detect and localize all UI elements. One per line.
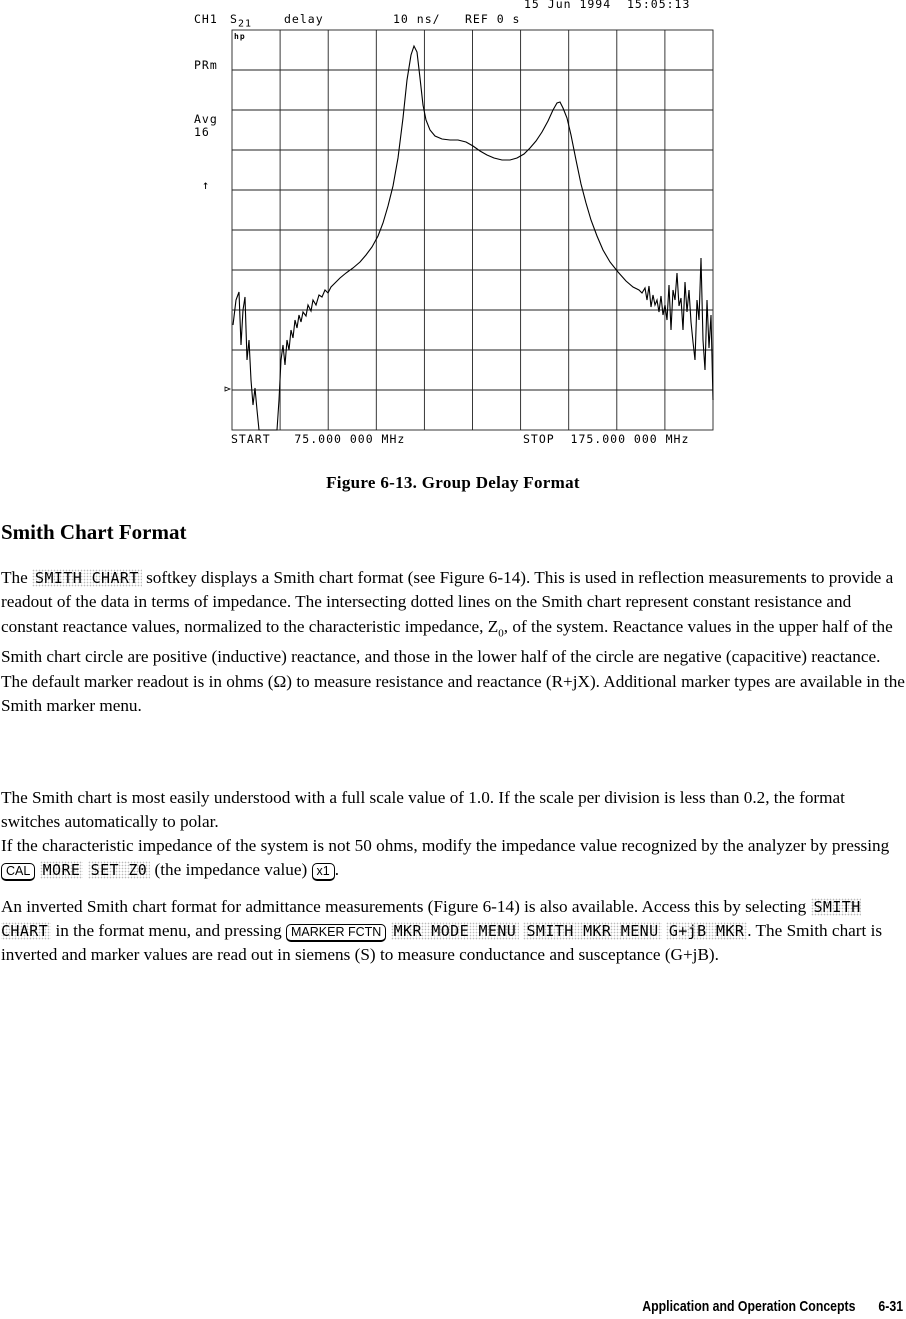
start-frequency: START 75.000 000 MHz — [231, 432, 406, 446]
gjb-mkr-softkey: G+jB MKR — [666, 922, 747, 940]
format-label: delay — [284, 12, 324, 26]
group-delay-display — [190, 0, 720, 450]
datetime: 15 Jun 1994 15:05:13 — [524, 0, 691, 11]
delay-trace — [233, 46, 713, 430]
stop-frequency: STOP 175.000 000 MHz — [523, 432, 690, 446]
group-delay-graticule — [190, 0, 720, 450]
set-z0-softkey: SET Z0 — [88, 861, 151, 879]
smith-chart-softkey: SMITH CHART — [1, 898, 861, 940]
smith-chart-softkey: SMITH CHART — [32, 569, 142, 587]
scale-per-division: 10 ns/ — [393, 12, 441, 26]
section-heading: Smith Chart Format — [1, 520, 187, 544]
figure-caption: Figure 6-13. Group Delay Format — [326, 473, 580, 492]
footer-section: Application and Operation Concepts — [642, 1298, 856, 1315]
mkr-mode-menu-softkey: MKR MODE MENU — [391, 922, 520, 940]
hp-logo: hp — [234, 32, 246, 41]
page-number: 6-31 — [878, 1298, 903, 1315]
s-parameter: $S_{21}$ — [230, 12, 252, 30]
more-softkey: MORE — [40, 861, 84, 879]
paragraph-inverted-smith: An inverted Smith chart format for admittance measurements (Figure 6-14) is also available. Access this by selecting SMITH CHART in the format menu, and pressing MARKER FCTN MKR MODE MENU SMITH MKR MENU G+jB MKR . The Smith chart is inverted and marker values are read out in siemens (S) to measure conductance and susceptance (G+jB). — [1, 897, 883, 964]
x1-key: x1 — [312, 863, 335, 881]
paragraph-full-scale: The Smith chart is most easily understood with a full scale value of 1.0. If the scale per division is less than 0.2, the format switches automatically to polar. — [1, 788, 845, 832]
paragraph-impedance: If the characteristic impedance of the system is not 50 ohms, modify the impedance value recognized by the analyzer by pressing CAL MORE SET Z0 (the impedance value) x1 . — [1, 836, 890, 879]
reference-value: REF 0 s — [465, 12, 521, 26]
paragraph-smith-chart: The SMITH CHART softkey displays a Smith chart format (see Figure 6-14). This is used in reflection measurements to provide a readout of the data in terms of impedance. The intersecting dotted lines on the Smith chart represent constant resistance and constant reactance values, normalized to the characteristic impedance, $Z_0$, of the system. Reactance values in the upper half of the Smith chart circle are positive (inductive) reactance, and those in the lower half of the circle are negative (capacitive) reactance. The default marker readout is in ohms (Ω) to measure resistance and reactance (R+jX). Additional marker types are available in the Smith marker menu. — [1, 568, 905, 715]
averaging-factor: 16 — [194, 125, 210, 139]
reference-position-marker — [225, 387, 230, 391]
smith-mkr-menu-softkey: SMITH MKR MENU — [523, 922, 661, 940]
prm-indicator: PRm — [194, 58, 218, 72]
marker-fctn-key: MARKER FCTN — [286, 924, 386, 942]
cal-key: CAL — [1, 863, 35, 881]
channel-label: CH1 — [194, 12, 218, 26]
page-footer — [642, 1298, 903, 1315]
up-arrow-icon: ↑ — [202, 178, 211, 192]
averaging-indicator: Avg — [194, 112, 218, 126]
